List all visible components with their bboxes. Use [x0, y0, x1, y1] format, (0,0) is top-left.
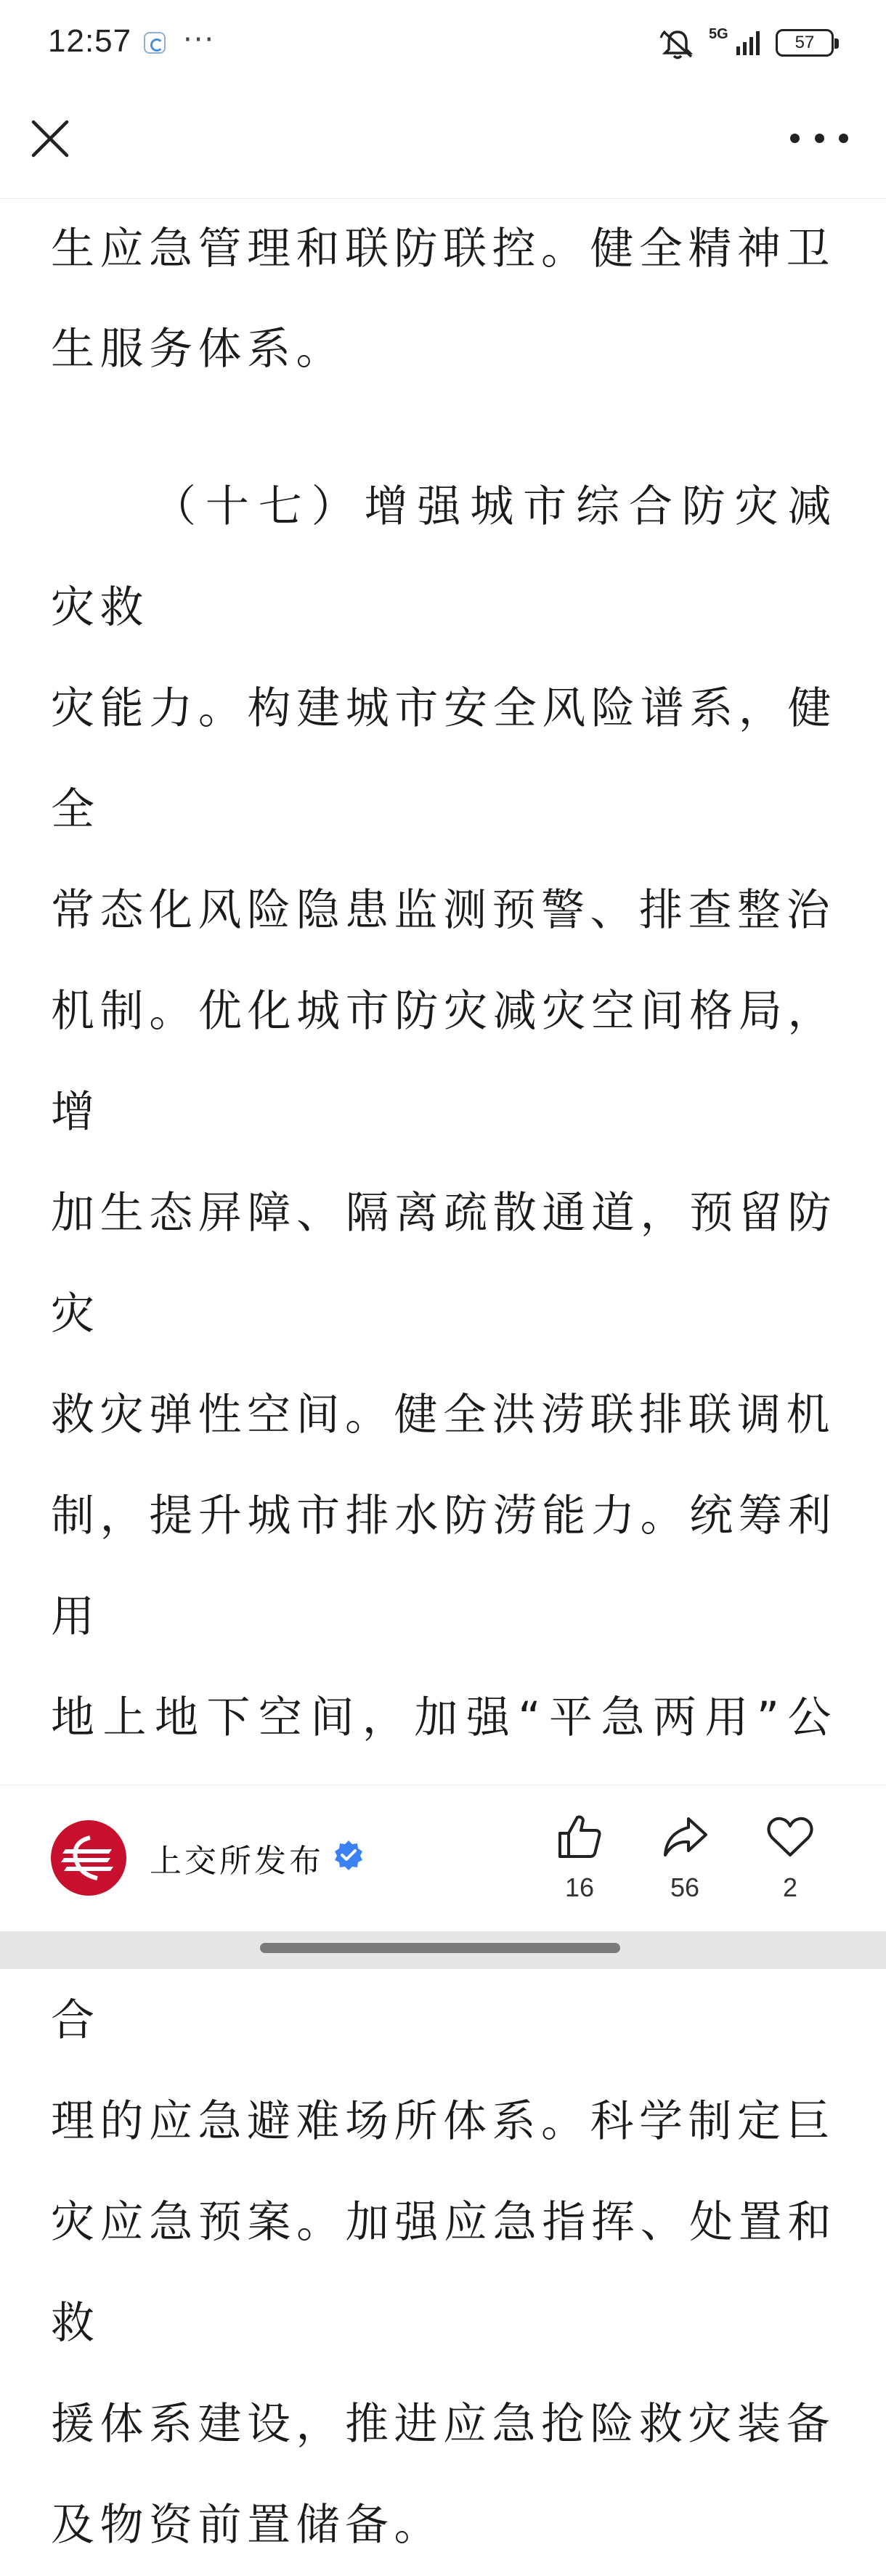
- text-line: 灾能力。构建城市安全风险谱系，健全: [51, 683, 837, 835]
- verified-badge-icon: [333, 1839, 365, 1871]
- text-line: （十七）增强城市综合防灾减灾救: [51, 481, 837, 633]
- top-toolbar: [0, 86, 886, 199]
- home-gesture-handle[interactable]: [260, 1943, 620, 1953]
- text-line: 援体系建设，推进应急抢险救灾装备: [51, 2399, 835, 2450]
- like-count: 16: [564, 1872, 595, 1902]
- mute-icon: [658, 28, 697, 61]
- text-line: 救灾弹性空间。健全洪涝联排联调机: [51, 1390, 835, 1440]
- text-line: 制，提升城市排水防涝能力。统筹利用: [51, 1491, 837, 1642]
- text-line: 常态化风险隐患监测预警、排查整治: [51, 885, 835, 936]
- text-line: 合: [51, 1995, 100, 2046]
- close-icon[interactable]: [28, 116, 73, 161]
- more-dot: [790, 134, 800, 143]
- text-line: 机制。优化城市防灾减灾空间格局，增: [51, 986, 837, 1138]
- more-dot: [815, 134, 824, 143]
- article-body: [51, 199, 837, 2576]
- app-notification-icon: [144, 32, 166, 54]
- text-line: 加生态屏障、隔离疏散通道，预留防灾: [51, 1188, 837, 1340]
- favorite-button[interactable]: [754, 1811, 826, 1903]
- text-line: 理的应急避难场所体系。科学制定巨: [51, 2096, 835, 2147]
- gesture-nav-area: [0, 1931, 886, 1969]
- bottom-action-bar: [0, 1785, 886, 1931]
- status-time: 12:57: [48, 23, 132, 59]
- account-name[interactable]: 上交所发布: [150, 1843, 324, 1880]
- battery-icon: [776, 29, 834, 57]
- heart-icon: [765, 1811, 816, 1862]
- article-paragraph: [51, 199, 837, 399]
- article-paragraph: [51, 457, 837, 2576]
- like-button[interactable]: [543, 1811, 616, 1903]
- share-arrow-icon: [659, 1811, 710, 1862]
- text-line: 灾应急预案。加强应急指挥、处置和救: [51, 2197, 837, 2349]
- account-logo[interactable]: [51, 1820, 126, 1896]
- share-button[interactable]: [649, 1811, 721, 1903]
- battery-level: 57: [794, 33, 815, 52]
- more-icon[interactable]: [790, 123, 848, 152]
- status-bar: [0, 0, 886, 86]
- text-line: 地上地下空间，加强“平急两用”公: [51, 1692, 837, 1743]
- share-count: 56: [670, 1872, 700, 1902]
- text-line: 及物资前置储备。: [51, 2500, 443, 2551]
- network-type: 5G: [709, 26, 728, 42]
- status-more-indicator: ···: [183, 23, 216, 57]
- signal-icon: [735, 29, 764, 57]
- more-dot: [839, 134, 848, 143]
- favorite-count: 2: [782, 1872, 798, 1902]
- thumbs-up-icon: [554, 1811, 605, 1862]
- text-line: 生应急管理和联防联控。健全精神卫: [51, 224, 835, 274]
- text-line: 生服务体系。: [51, 324, 345, 375]
